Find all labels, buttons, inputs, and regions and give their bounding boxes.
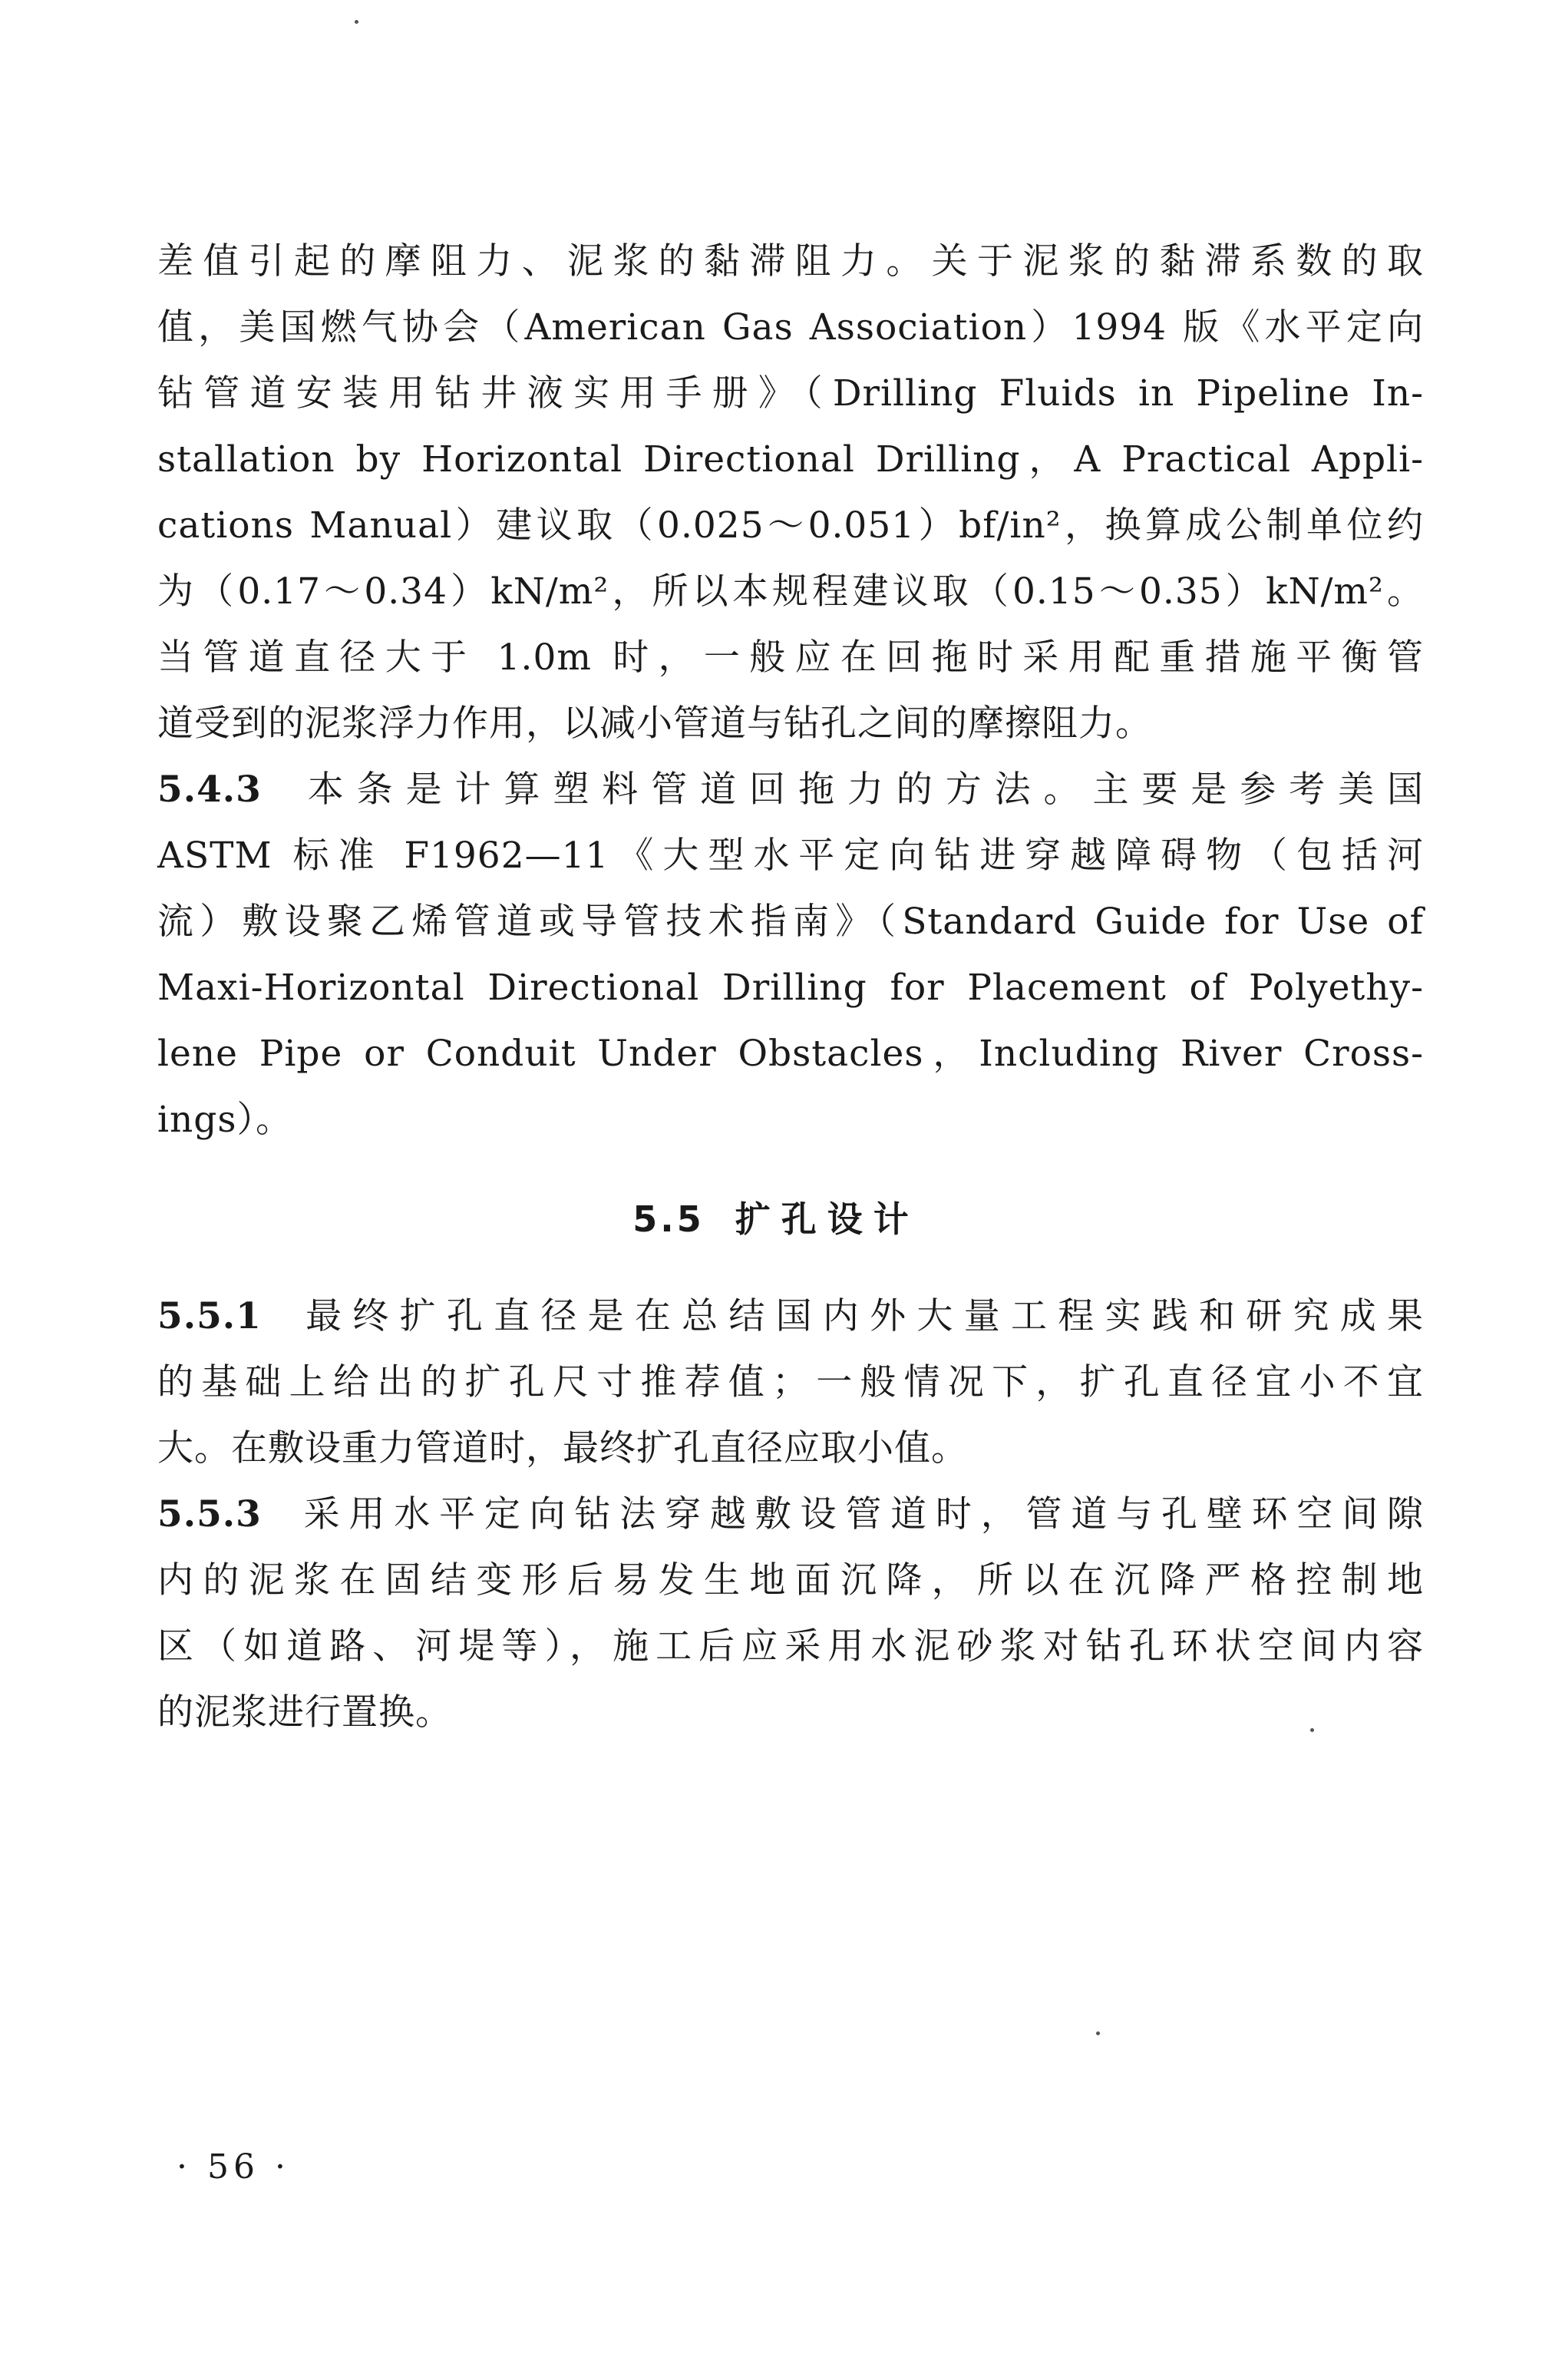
text-line: 值，美国燃气协会（American Gas Association）1994 版《水平定向 <box>157 306 1424 349</box>
text-line: 最终扩孔直径是在总结国内外大量工程实践和研究成果 <box>295 1295 1424 1337</box>
text-line: 内的泥浆在固结变形后易发生地面沉降，所以在沉降严格控制地 <box>157 1559 1424 1602</box>
text-line: 采用水平定向钻法穿越敷设管道时，管道与孔壁环空间隙 <box>295 1493 1424 1535</box>
section-number: 5.5 <box>632 1198 705 1240</box>
text-line: 的基础上给出的扩孔尺寸推荐值；一般情况下，扩孔直径宜小不宜 <box>157 1361 1424 1403</box>
text-line: ASTM 标准 F1962—11《大型水平定向钻进穿越障碍物（包括河 <box>157 835 1424 877</box>
text-line: 的泥浆进行置换。 <box>157 1691 452 1734</box>
text-line: ings）。 <box>157 1099 293 1141</box>
text-line: stallation by Horizontal Directional Drilling，A Practical Appli- <box>157 438 1424 481</box>
text-line: 区（如道路、河堤等），施工后应采用水泥砂浆对钻孔环状空间内容 <box>157 1625 1424 1668</box>
clause-first-line <box>157 1482 1424 1548</box>
page-number: · 56 · <box>177 2147 290 2187</box>
text-line: 差值引起的摩阻力、泥浆的黏滞阻力。关于泥浆的黏滞系数的取 <box>157 240 1424 283</box>
text-line: Maxi-Horizontal Directional Drilling for Placement of Polyethy- <box>157 967 1424 1009</box>
clause-5-5-1 <box>157 1284 1424 1482</box>
text-line: lene Pipe or Conduit Under Obstacles，Including River Cross- <box>157 1033 1424 1075</box>
text-line: 本条是计算塑料管道回拖力的方法。主要是参考美国 <box>295 769 1424 811</box>
text-line: 当管道直径大于 1.0m 时，一般应在回拖时采用配重措施平衡管 <box>157 636 1424 679</box>
scan-speck <box>1096 2031 1100 2035</box>
clause-number: 5.4.3 <box>157 769 262 811</box>
text-line: 流）敷设聚乙烯管道或导管技术指南》（Standard Guide for Use of <box>157 901 1424 943</box>
clause-number: 5.5.3 <box>157 1493 262 1535</box>
clause-number: 5.5.1 <box>157 1295 262 1337</box>
clause-5-5-3 <box>157 1482 1424 1746</box>
text-line: 为（0.17～0.34）kN/m²，所以本规程建议取（0.15～0.35）kN/m²。 <box>157 570 1424 613</box>
text-line: 道受到的泥浆浮力作用，以减小管道与钻孔之间的摩擦阻力。 <box>157 702 1152 745</box>
clause-first-line <box>157 757 1424 823</box>
clause-5-4-3 <box>157 757 1424 1153</box>
scan-speck <box>355 20 358 24</box>
paragraph-5-4-2-continued <box>157 229 1424 757</box>
text-line: 钻管道安装用钻井液实用手册》（Drilling Fluids in Pipeline In- <box>157 372 1424 415</box>
clause-first-line <box>157 1284 1424 1350</box>
section-title: 扩孔设计 <box>735 1198 920 1240</box>
scan-speck <box>1310 1728 1314 1732</box>
text-line: 大。在敷设重力管道时，最终扩孔直径应取小值。 <box>157 1427 968 1469</box>
text-line: cations Manual）建议取（0.025～0.051）bf/in²，换算成公制单位约 <box>157 504 1424 547</box>
section-heading <box>0 1192 1552 1242</box>
